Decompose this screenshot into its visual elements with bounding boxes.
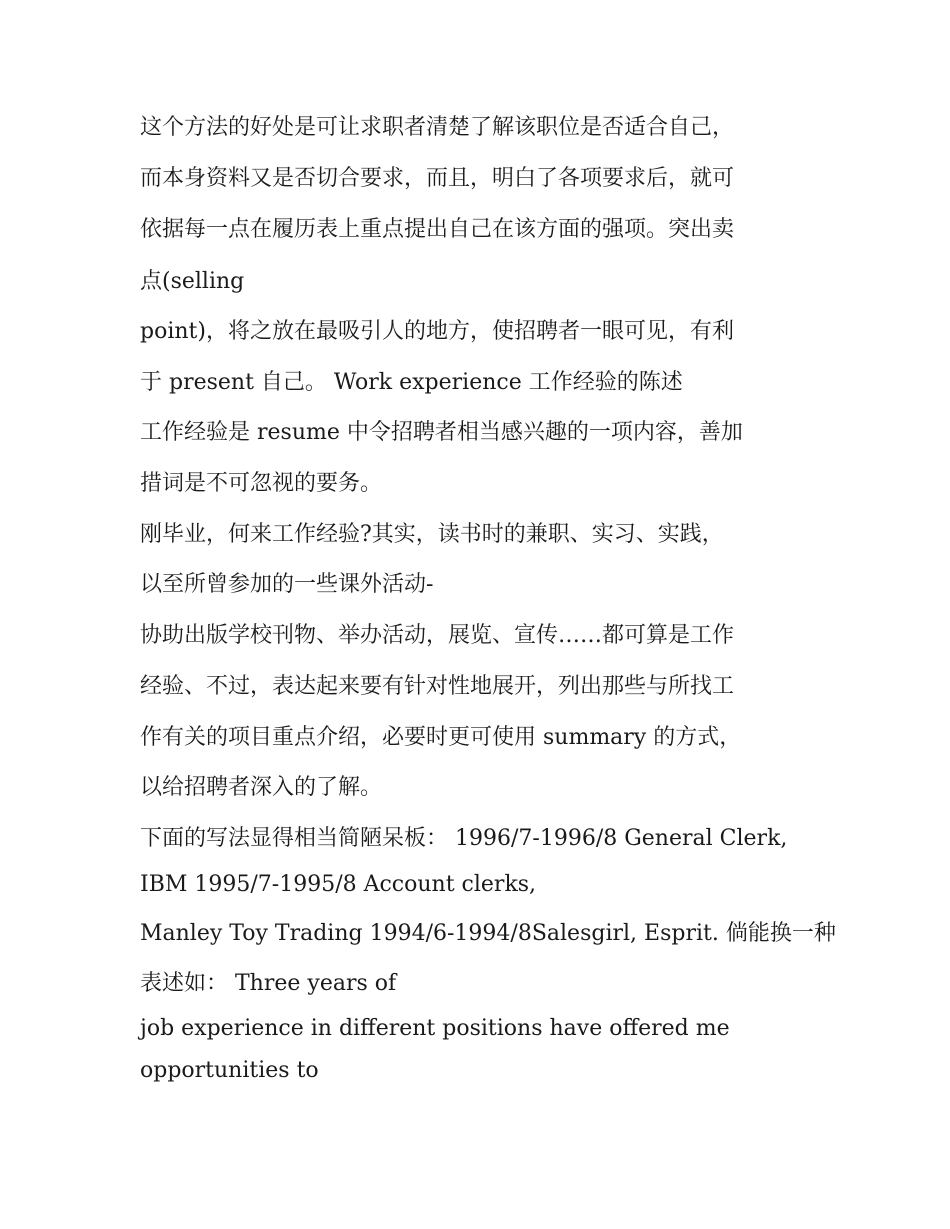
text-line: 经验、不过，表达起来要有针对性地展开，列出那些与所找工: [140, 674, 735, 699]
text-line: 而本身资料又是否切合要求，而且，明白了各项要求后，就可: [140, 166, 735, 191]
text-line: 以给招聘者深入的了解。: [140, 775, 383, 800]
text-line: 点(selling: [140, 269, 245, 294]
text-line: 作有关的项目重点介绍，必要时更可使用 summary 的方式，: [140, 725, 742, 750]
text-line: 协助出版学校刊物、举办活动，展览、宣传……都可算是工作: [140, 623, 735, 648]
text-line: 工作经验是 resume 中令招聘者相当感兴趣的一项内容，善加: [140, 420, 743, 445]
text-line: point)，将之放在最吸引人的地方，使招聘者一眼可见，有利: [140, 319, 734, 344]
text-line: 表述如： Three years of: [140, 971, 397, 996]
text-line: IBM 1995/7-1995/8 Account clerks,: [140, 872, 537, 897]
text-line: job experience in different positions have offered me: [140, 1016, 730, 1041]
text-line: 刚毕业，何来工作经验?其实，读书时的兼职、实习、实践，: [140, 522, 724, 547]
text-line: 这个方法的好处是可让求职者清楚了解该职位是否适合自己，: [140, 115, 735, 140]
text-line: 依据每一点在履历表上重点提出自己在该方面的强项。突出卖: [140, 217, 735, 242]
text-line: 下面的写法显得相当简陋呆板： 1996/7-1996/8 General Clerk,: [140, 826, 788, 851]
text-line: 以至所曾参加的一些课外活动-: [140, 572, 434, 597]
text-line: opportunities to: [140, 1058, 319, 1083]
text-line: 措词是不可忽视的要务。: [140, 471, 383, 496]
text-line: 于 present 自己。 Work experience 工作经验的陈述: [140, 370, 683, 395]
text-line: Manley Toy Trading 1994/6-1994/8Salesgirl, Esprit. 倘能换一种: [140, 921, 836, 946]
